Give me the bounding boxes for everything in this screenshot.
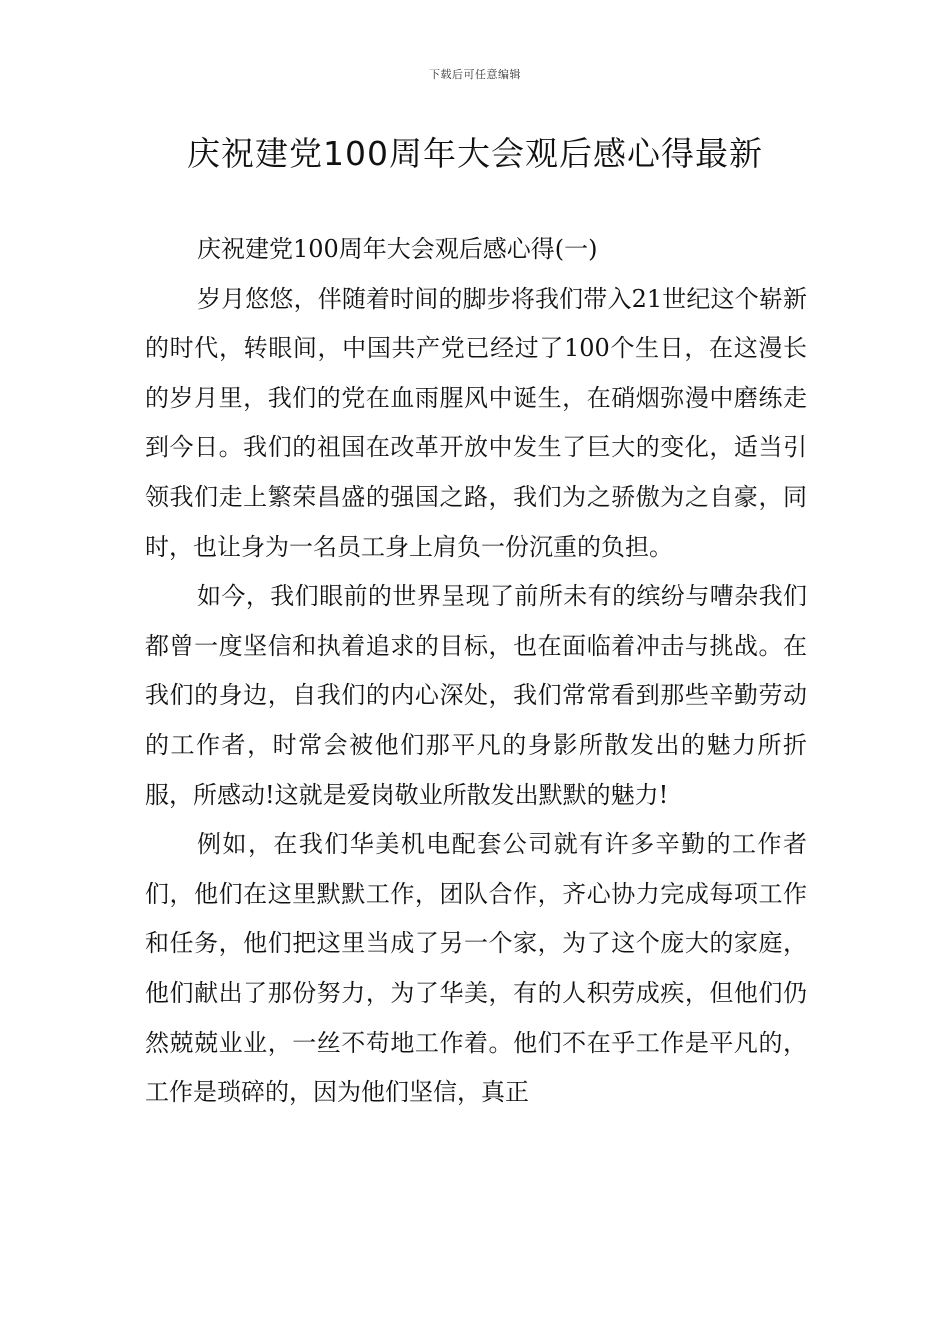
section-heading: 庆祝建党100周年大会观后感心得(一): [197, 235, 598, 263]
header-note: 下载后可任意编辑: [429, 68, 521, 81]
paragraph-3: 例如，在我们华美机电配套公司就有许多辛勤的工作者们，他们在这里默默工作，团队合作，齐心协力完成每项工作和任务，他们把这里当成了另一个家，为了这个庞大的家庭，他们献出了那份努力，为了华美，有的人积劳成疾，但他们仍然兢兢业业，一丝不苟地工作着。他们不在乎工作是平凡的，工作是琐碎的，因为他们坚信，真正: [145, 830, 807, 1107]
paragraph-2: 如今，我们眼前的世界呈现了前所未有的缤纷与嘈杂我们都曾一度坚信和执着追求的目标，也在面临着冲击与挑战。在我们的身边，自我们的内心深处，我们常常看到那些辛勤劳动的工作者，时常会被他们那平凡的身影所散发出的魅力所折服，所感动!这就是爱岗敬业所散发出默默的魅力!: [145, 582, 807, 809]
paragraph-1: 岁月悠悠，伴随着时间的脚步将我们带入21世纪这个崭新的时代，转眼间，中国共产党已经过了100个生日，在这漫长的岁月里，我们的党在血雨腥风中诞生，在硝烟弥漫中磨练走到今日。我们的祖国在改革开放中发生了巨大的变化，适当引领我们走上繁荣昌盛的强国之路，我们为之骄傲为之自豪，同时，也让身为一名员工身上肩负一份沉重的负担。: [145, 284, 807, 561]
document-title: 庆祝建党100周年大会观后感心得最新: [187, 134, 763, 173]
document-body: [145, 225, 807, 1118]
